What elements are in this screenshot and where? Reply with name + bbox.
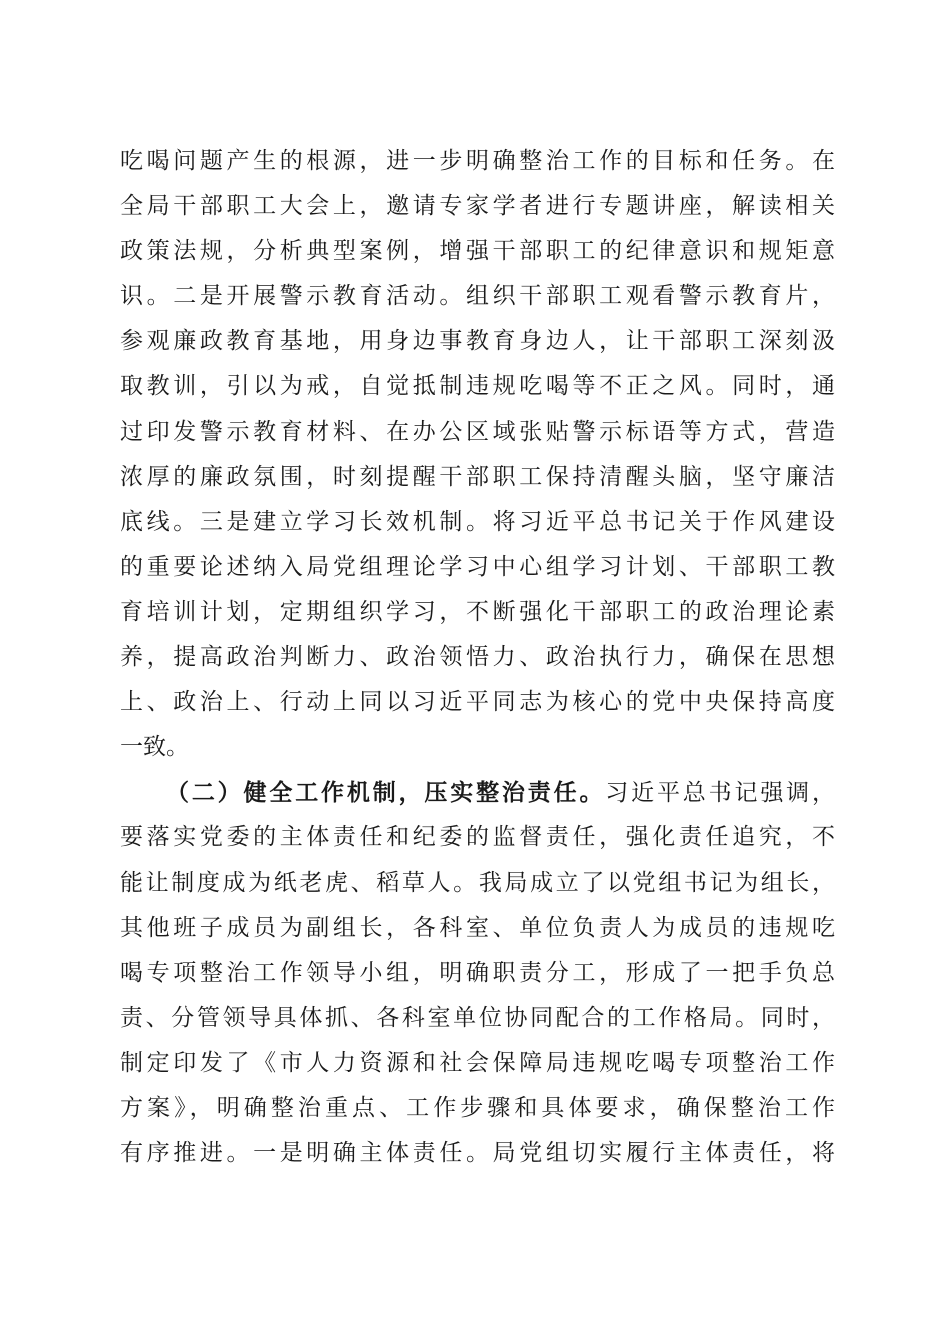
paragraph-line: 养，提高政治判断力、政治领悟力、政治执行力，确保在思想 [120, 644, 835, 671]
paragraph-line: 育培训计划，定期组织学习，不断强化干部职工的政治理论素 [120, 598, 835, 625]
paragraph-line: 底线。三是建立学习长效机制。将习近平总书记关于作风建设 [120, 508, 835, 535]
paragraph-line: 方案》，明确整治重点、工作步骤和具体要求，确保整治工作 [120, 1094, 835, 1121]
paragraph-line: 责、分管领导具体抓、各科室单位协同配合的工作格局。同时， [120, 1004, 835, 1031]
paragraph-line: 的重要论述纳入局党组理论学习中心组学习计划、干部职工教 [120, 553, 835, 580]
paragraph-line-last: 一致。 [120, 734, 189, 761]
paragraph-line: 要落实党委的主体责任和纪委的监督责任，强化责任追究，不 [120, 824, 835, 851]
paragraph-line: 参观廉政教育基地，用身边事教育身边人，让干部职工深刻汲 [120, 328, 835, 355]
section-heading-line [120, 770, 835, 815]
section-heading: （二）健全工作机制，压实整治责任。 [166, 779, 606, 807]
paragraph-line: 能让制度成为纸老虎、稻草人。我局成立了以党组书记为组长， [120, 869, 835, 896]
paragraph-line: 识。二是开展警示教育活动。组织干部职工观看警示教育片， [120, 283, 835, 310]
document-body [120, 139, 835, 1176]
paragraph-line: 有序推进。一是明确主体责任。局党组切实履行主体责任，将 [120, 1140, 835, 1167]
paragraph-line: 取教训，引以为戒，自觉抵制违规吃喝等不正之风。同时，通 [120, 373, 835, 400]
paragraph-line: 过印发警示教育材料、在办公区域张贴警示标语等方式，营造 [120, 418, 835, 445]
paragraph-line: 吃喝问题产生的根源，进一步明确整治工作的目标和任务。在 [120, 148, 835, 174]
paragraph-line: 浓厚的廉政氛围，时刻提醒干部职工保持清醒头脑，坚守廉洁 [120, 463, 835, 490]
section-heading-continuation: 习近平总书记强调， [605, 780, 836, 807]
paragraph-line: 政策法规，分析典型案例，增强干部职工的纪律意识和规矩意 [120, 238, 835, 265]
paragraph-line: 其他班子成员为副组长，各科室、单位负责人为成员的违规吃 [120, 914, 835, 941]
paragraph-line: 全局干部职工大会上，邀请专家学者进行专题讲座，解读相关 [120, 193, 835, 220]
paragraph-line: 喝专项整治工作领导小组，明确职责分工，形成了一把手负总 [120, 959, 835, 986]
paragraph-line: 上、政治上、行动上同以习近平同志为核心的党中央保持高度 [120, 689, 835, 716]
paragraph-line: 制定印发了《市人力资源和社会保障局违规吃喝专项整治工作 [120, 1049, 835, 1076]
